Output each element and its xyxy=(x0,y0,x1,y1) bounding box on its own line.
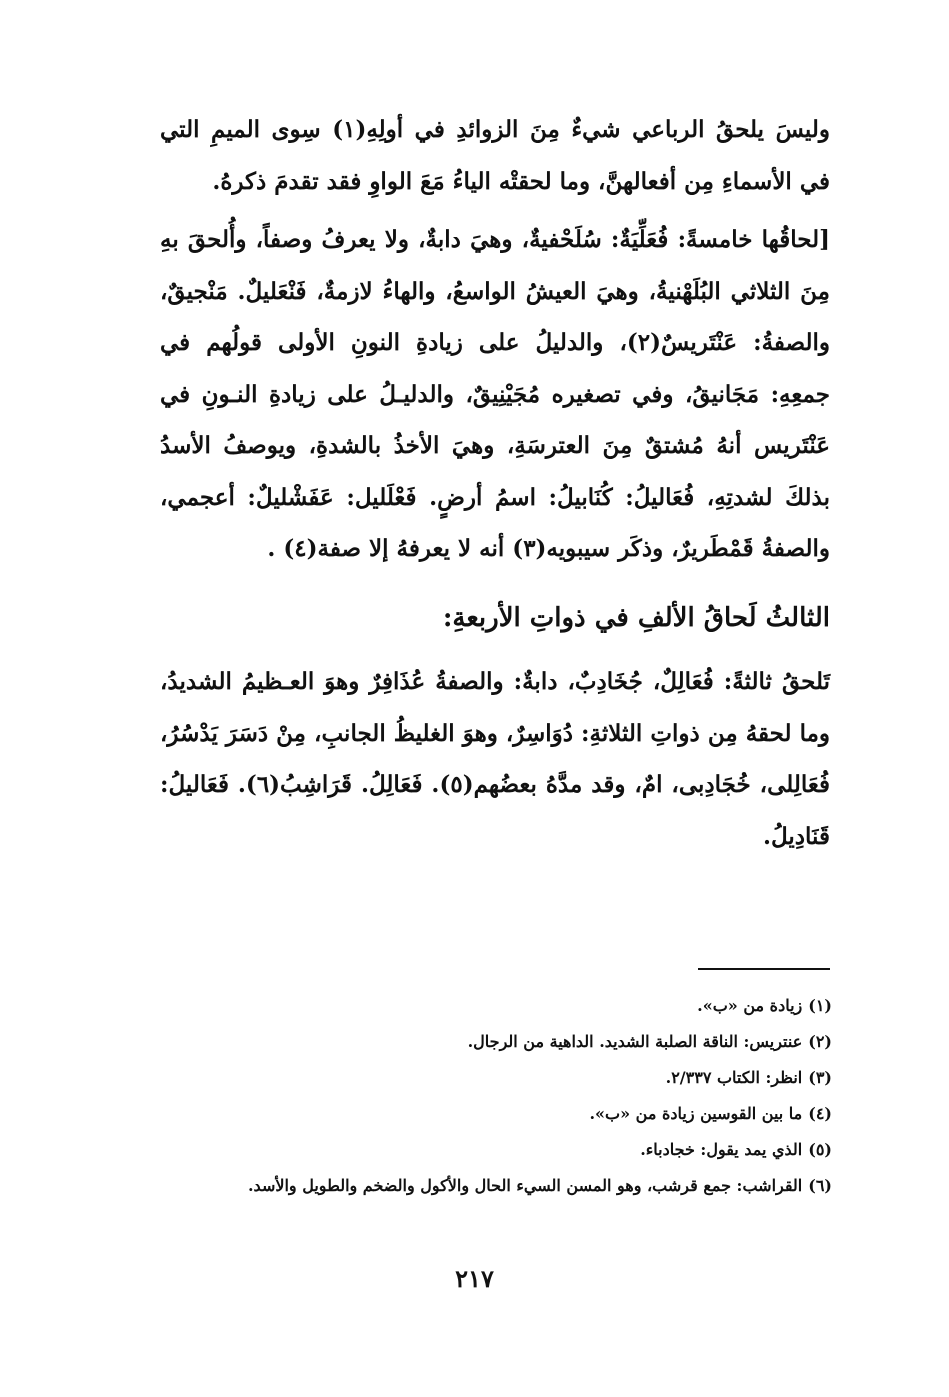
paragraph-fifth-addition: [لحاقُها خامسةً: فُعَلِّيَةٌ: سُلَحْفيةٌ، وهيَ دابةٌ، ولا يعرفُ وصفاً، وأُلحقَ بهِ مِنَ الثلاثي البُلَهْنيةُ، وهيَ العيشُ الواسعُ، والهاءُ لازمةٌ، فَنْعَليلٌ. مَنْجيقٌ، والصفةُ: عَنْتَريسٌ(٢)، والدليلُ على زيادةِ النونِ الأولى قولُهم في جمعِهِ: مَجَانيقُ، وفي تصغيره مُجَيْنِيقٌ، والدليـلُ على زيادةِ النـونِ في عَنْتَريس أنهُ مُشتقٌ مِنَ العترسَةِ، وهيَ الأخذُ بالشدةِ، ويوصفُ الأسدُ بذلكَ لشدتِهِ، فُعَاليلُ: كُنَابيلُ: اسمُ أرضٍ. فَعْلَليل: عَفَشْليلٌ: أعجمي، والصفةُ قَمْطَريرٌ، وذكَر سيبويه(٣) أنه لا يعرفهُ إلا صفة(٤) . xyxy=(160,226,830,562)
footnote-number: (٥) xyxy=(808,1140,832,1159)
section-heading: الثالثُ لَحاقُ الألفِ في ذواتِ الأربعةِ: xyxy=(442,603,830,633)
page-number: ٢١٧ xyxy=(455,1264,494,1293)
footnote-number: (٦) xyxy=(808,1176,832,1195)
footnote-5 xyxy=(130,1134,832,1166)
footnote-text: الذي يمد يقول: خجادباء. xyxy=(640,1140,803,1159)
footnote-text: انظر: الكتاب ٢/٣٣٧. xyxy=(665,1068,803,1087)
paragraph-zawaid: وليسَ يلحقُ الرباعي شيءٌ مِنَ الزوائدِ في أولِهِ(١) سِوى الميمِ التي في الأسماءِ مِن أفعالهنَّ، وما لحقتْه الياءُ مَعَ الواوِ فقد تقدمَ ذكرهُ. xyxy=(160,116,830,195)
footnote-number: (١) xyxy=(808,996,832,1015)
footnote-6 xyxy=(130,1170,832,1202)
footnote-text: عنتريس: الناقة الصلبة الشديد. الداهية من الرجال. xyxy=(467,1032,803,1051)
footnote-text: زيادة من «ب». xyxy=(697,996,803,1015)
paragraph-alif-third: تَلحقُ ثالثةً: فُعَالِلٌ، جُخَادِبٌ، دابةٌ: والصفةُ عُذَافِرٌ وهوَ العـظيمُ الشديدُ، وما لحقهُ مِن ذواتِ الثلاثةِ: دُوَاسِرٌ، وهوَ الغليظُ الجانبِ، مِنْ دَسَرَ يَدْسُرُ، فُعَالِلى، خُجَادِبى، امٌ، وقد مدَّهُ بعضُهم(٥). فَعَالِلُ. قَرَاشِبُ(٦). فَعَاليلُ: قَنَادِيلُ. xyxy=(160,668,830,850)
footnote-1 xyxy=(130,990,832,1022)
footnote-text: ما بين القوسين زيادة من «ب». xyxy=(589,1104,803,1123)
footnote-number: (٤) xyxy=(808,1104,832,1123)
footnote-number: (٣) xyxy=(808,1068,832,1087)
footnote-number: (٢) xyxy=(808,1032,832,1051)
footnote-text: القراشب: جمع قرشب، وهو المسن السيء الحال والأكول والضخم والطويل والأسد. xyxy=(247,1176,803,1195)
footnote-3 xyxy=(130,1062,832,1094)
footnote-4 xyxy=(130,1098,832,1130)
footnote-2 xyxy=(130,1026,832,1058)
footnotes-section xyxy=(130,990,832,1206)
footnote-divider xyxy=(698,968,830,970)
